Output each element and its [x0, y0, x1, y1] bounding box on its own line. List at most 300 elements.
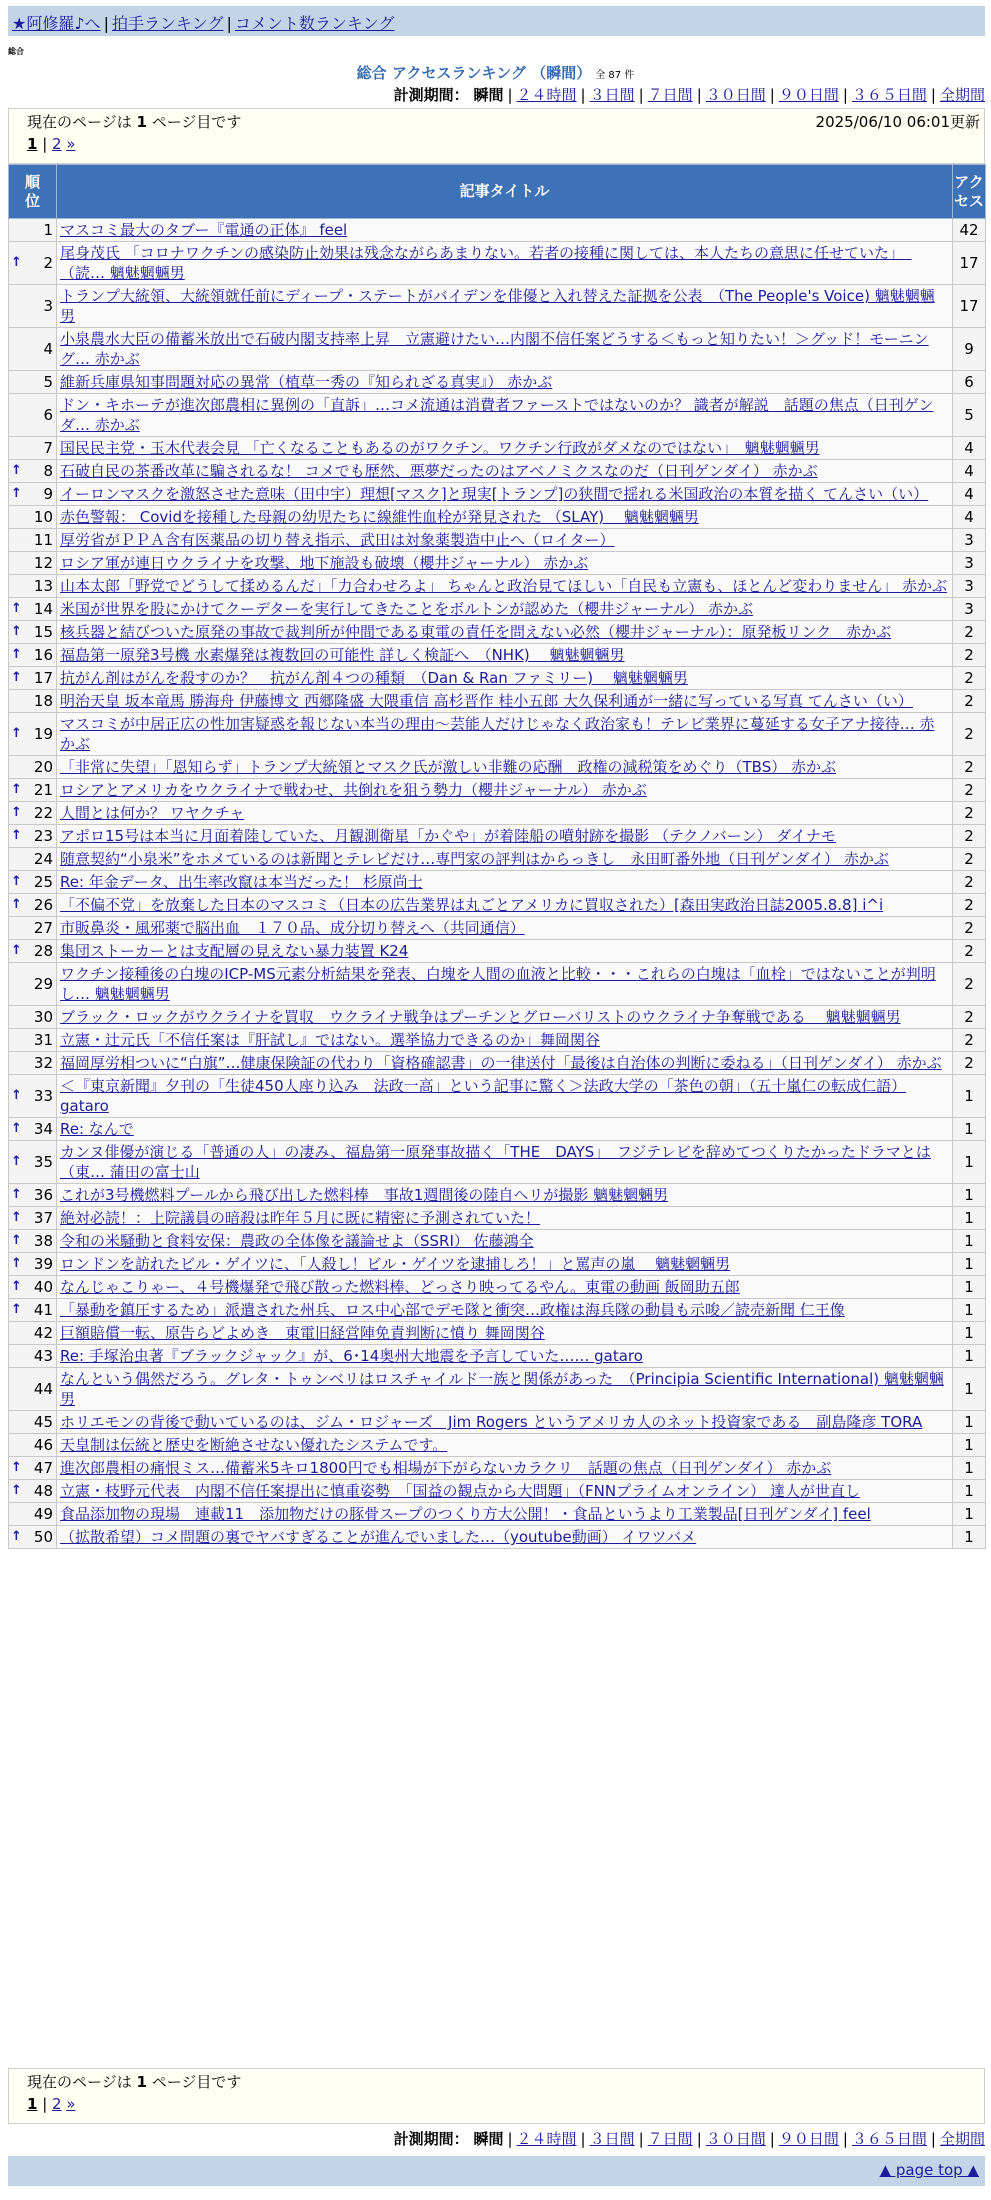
access-count: 2 — [953, 848, 986, 871]
table-row — [9, 219, 986, 242]
title-cell — [57, 371, 953, 394]
rank-cell — [9, 394, 57, 437]
rank-number: 4 — [43, 340, 53, 358]
title-cell — [57, 437, 953, 460]
title-cell — [57, 219, 953, 242]
table-row — [9, 825, 986, 848]
rank-cell — [9, 848, 57, 871]
access-count: 1 — [953, 1253, 986, 1276]
article-title-link[interactable]: 小泉農水大臣の備蓄米放出で石破内閣支持率上昇 立憲避けたい…内閣不信任案どうする＜もっと知りたい！＞グッド！モーニング… 赤かぶ — [60, 330, 929, 368]
article-title-link[interactable]: 厚労省がＰＰＡ含有医薬品の切り替え指示、武田は対象薬製造中止へ（ロイター） — [60, 531, 615, 549]
rank-cell — [9, 371, 57, 394]
rank-cell — [9, 1118, 57, 1141]
article-title-link[interactable]: なんという偶然だろう。グレタ・トゥンベリはロスチャイルド一族と関係があった （Principia Scientific International) 魑魅魍魎男 — [60, 1370, 944, 1408]
access-count: 9 — [953, 328, 986, 371]
rank-number: 9 — [43, 485, 53, 503]
rank-cell — [9, 460, 57, 483]
up-arrow-icon: ↑ — [11, 1279, 22, 1294]
nav-link-asyura[interactable]: ★阿修羅♪へ — [12, 14, 101, 33]
title-cell — [57, 483, 953, 506]
rank-number: 29 — [33, 975, 53, 993]
table-row — [9, 1230, 986, 1253]
article-title-link[interactable]: 明治天皇 坂本竜馬 勝海舟 伊藤博文 西郷隆盛 大隈重信 高杉晋作 桂小五郎 大久保利通が一緒に写っている写真 てんさい（い） — [60, 692, 913, 710]
article-title-link[interactable]: Re: 年金データ、出生率改竄は本当だった！ 杉原尚士 — [60, 873, 423, 891]
rank-number: 17 — [33, 669, 53, 687]
article-title-link[interactable]: 抗がん剤はがんを殺すのか？ 抗がん剤４つの種類 （Dan & Ran ファミリー) 魑魅魍魎男 — [60, 669, 688, 687]
table-row — [9, 802, 986, 825]
article-title-link[interactable]: ドン・キホーテが進次郎農相に異例の「直訴」…コメ流通は消費者ファーストではないのか？ 識者が解説 話題の焦点（日刊ゲンダ… 赤かぶ — [60, 396, 934, 434]
pager-status-post: ページ目です — [151, 113, 242, 131]
rank-cell — [9, 1075, 57, 1118]
title-cell — [57, 575, 953, 598]
period-separator: | — [769, 86, 775, 104]
rank-number: 31 — [33, 1031, 53, 1049]
up-arrow-icon: ↑ — [11, 601, 22, 616]
article-title-link[interactable]: 立憲・辻元氏「不信任案は『肝試し』ではない。選挙協力できるのか」舞岡関谷 — [60, 1031, 601, 1049]
rank-number: 50 — [33, 1528, 53, 1546]
article-title-link[interactable]: 福岡厚労相ついに“白旗”…健康保険証の代わり「資格確認書」の一律送付「最後は自治体の判断に委ねる」（日刊ゲンダイ） 赤かぶ — [60, 1054, 942, 1072]
period-separator: | — [507, 2130, 513, 2148]
rank-number: 24 — [33, 850, 53, 868]
page-link-2[interactable]: 2 — [52, 2095, 62, 2113]
access-count: 2 — [953, 917, 986, 940]
pager-top — [8, 108, 985, 164]
table-row — [9, 940, 986, 963]
article-title-link[interactable]: Re: なんで — [60, 1120, 134, 1138]
period-selector-bottom — [394, 2128, 985, 2149]
title-cell — [57, 394, 953, 437]
up-arrow-icon: ↑ — [11, 1154, 22, 1169]
table-row — [9, 285, 986, 328]
rank-cell — [9, 1207, 57, 1230]
title-cell — [57, 1299, 953, 1322]
article-title-link[interactable]: 福島第一原発3号機 水素爆発は複数回の可能性 詳しく検証へ （NHK) 魑魅魍魎男 — [60, 646, 625, 664]
article-title-link[interactable]: 人間とは何か？ ワヤクチャ — [60, 804, 245, 822]
article-title-link[interactable]: 進次郎農相の痛恨ミス…備蓄米5キロ1800円でも相場が下がらないカラクリ 話題の焦点（日刊ゲンダイ） 赤かぶ — [60, 1459, 832, 1477]
pager-status-pre: 現在のページは — [27, 113, 132, 131]
top-nav-bar — [8, 6, 985, 36]
article-title-link[interactable]: 令和の米騒動と食料安保：農政の全体像を議論せよ（SSRI） 佐藤鴻全 — [60, 1232, 534, 1250]
rank-cell — [9, 1184, 57, 1207]
rank-number: 2 — [43, 254, 53, 272]
page-links: 1 | 2 » — [27, 2095, 76, 2113]
next-page-link[interactable]: » — [66, 2095, 76, 2113]
article-title-link[interactable]: ホリエモンの背後で動いているのは、ジム・ロジャーズ Jim Rogers というアメリカ人のネット投資家である 副島隆彦 TORA — [60, 1413, 923, 1431]
header-access-text: アクセス — [954, 172, 985, 210]
access-count: 1 — [953, 1457, 986, 1480]
ranking-title — [0, 62, 991, 83]
rank-number: 26 — [33, 896, 53, 914]
rank-cell — [9, 219, 57, 242]
access-count: 2 — [953, 644, 986, 667]
access-count: 4 — [953, 483, 986, 506]
title-cell — [57, 1322, 953, 1345]
pager-status-pre: 現在のページは — [27, 2073, 132, 2091]
table-row — [9, 917, 986, 940]
title-cell — [57, 963, 953, 1006]
rank-number: 21 — [33, 781, 53, 799]
access-count: 2 — [953, 779, 986, 802]
title-cell — [57, 1434, 953, 1457]
title-cell — [57, 917, 953, 940]
title-cell — [57, 667, 953, 690]
access-count: 4 — [953, 437, 986, 460]
access-count: 1 — [953, 1322, 986, 1345]
ranking-title-text: 総合 アクセスランキング （瞬間） — [356, 64, 592, 82]
title-cell — [57, 848, 953, 871]
period-label: 計測期間： — [393, 86, 469, 104]
page-link-1[interactable]: 1 — [27, 2095, 38, 2113]
rank-number: 1 — [43, 221, 53, 239]
rank-cell — [9, 963, 57, 1006]
article-title-link[interactable]: 食品添加物の現場 連載11 添加物だけの豚骨スープのつくり方大公開！・食品というより工業製品[日刊ゲンダイ] feel — [60, 1505, 871, 1523]
rank-cell — [9, 328, 57, 371]
title-cell — [57, 825, 953, 848]
article-title-link[interactable]: 「非常に失望」「恩知らず」トランプ大統領とマスク氏が激しい非難の応酬 政権の減税策をめぐり（TBS） 赤かぶ — [60, 758, 836, 776]
period-separator: | — [930, 86, 936, 104]
title-cell — [57, 779, 953, 802]
page-link-2[interactable]: 2 — [52, 135, 62, 153]
rank-cell — [9, 598, 57, 621]
article-title-link[interactable]: 市販鼻炎・風邪薬で脳出血 １７０品、成分切り替えへ（共同通信） — [60, 919, 525, 937]
table-row — [9, 371, 986, 394]
title-cell — [57, 1141, 953, 1184]
table-row — [9, 713, 986, 756]
article-title-link[interactable]: Re: 手塚治虫著『ブラックジャック』が、6･14奥州大地震を予言していた…… gataro — [60, 1347, 643, 1365]
rank-cell — [9, 1345, 57, 1368]
table-row — [9, 1526, 986, 1549]
page-top-link[interactable]: ▲ page top ▲ — [879, 2161, 979, 2179]
title-cell — [57, 506, 953, 529]
table-row — [9, 598, 986, 621]
rank-number: 5 — [43, 373, 53, 391]
article-title-link[interactable]: （拡散希望）コメ問題の裏でヤバすぎることが進んでいました…（youtube動画） イワツバメ — [60, 1528, 697, 1546]
access-count: 17 — [953, 242, 986, 285]
title-cell — [57, 1029, 953, 1052]
up-arrow-icon: ↑ — [11, 1460, 22, 1475]
title-cell — [57, 529, 953, 552]
period-separator: | — [580, 86, 586, 104]
access-count: 3 — [953, 598, 986, 621]
access-count: 2 — [953, 1052, 986, 1075]
header-rank-text: 順位 — [24, 172, 40, 210]
rank-cell — [9, 1457, 57, 1480]
rank-number: 8 — [43, 462, 53, 480]
access-count: 2 — [953, 894, 986, 917]
up-arrow-icon: ↑ — [11, 726, 22, 741]
table-row — [9, 848, 986, 871]
rank-number: 13 — [33, 577, 53, 595]
access-count: 42 — [953, 219, 986, 242]
table-row — [9, 242, 986, 285]
period-separator: | — [580, 2130, 586, 2148]
table-row — [9, 1434, 986, 1457]
period-option-5[interactable]: ９０日間 — [778, 86, 839, 104]
rank-cell — [9, 1411, 57, 1434]
table-row — [9, 667, 986, 690]
up-arrow-icon: ↑ — [11, 897, 22, 912]
title-cell — [57, 1503, 953, 1526]
article-title-link[interactable]: ブラック・ロックがウクライナを買収 ウクライナ戦争はプーチンとグローバリストのウクライナ争奪戦である 魑魅魍魎男 — [60, 1008, 901, 1026]
access-count: 4 — [953, 506, 986, 529]
table-row — [9, 1006, 986, 1029]
table-row — [9, 328, 986, 371]
up-arrow-icon: ↑ — [11, 1210, 22, 1225]
rank-number: 40 — [33, 1278, 53, 1296]
rank-cell — [9, 1253, 57, 1276]
rank-cell — [9, 621, 57, 644]
rank-number: 12 — [33, 554, 53, 572]
rank-number: 49 — [33, 1505, 53, 1523]
rank-number: 45 — [33, 1413, 53, 1431]
access-count: 1 — [953, 1299, 986, 1322]
article-title-link[interactable]: カンヌ俳優が演じる「普通の人」の凄み、福島第一原発事故描く「THE DAYS」 フジテレビを辞めてつくりたかったドラマとは（東… 蒲田の富士山 — [60, 1143, 931, 1181]
rank-cell — [9, 1052, 57, 1075]
period-option-1[interactable]: ２４時間 — [516, 2130, 577, 2148]
nav-link-clap-ranking[interactable]: 拍手ランキング — [111, 14, 224, 33]
rank-number: 15 — [33, 623, 53, 641]
title-cell — [57, 894, 953, 917]
title-cell — [57, 1184, 953, 1207]
rank-number: 47 — [33, 1459, 53, 1477]
article-title-link[interactable]: 赤色警報： Covidを接種した母親の幼児たちに線維性血栓が発見された （SLAY) 魑魅魍魎男 — [60, 508, 699, 526]
table-row — [9, 1207, 986, 1230]
rank-cell — [9, 894, 57, 917]
rank-cell — [9, 644, 57, 667]
access-count: 2 — [953, 1029, 986, 1052]
period-separator: | — [696, 86, 702, 104]
period-option-0: 瞬間 — [473, 86, 504, 104]
period-option-7[interactable]: 全期間 — [939, 86, 985, 104]
rank-cell — [9, 1368, 57, 1411]
rank-cell — [9, 437, 57, 460]
access-count: 1 — [953, 1368, 986, 1411]
up-arrow-icon: ↑ — [11, 874, 22, 889]
rank-cell — [9, 242, 57, 285]
access-count: 2 — [953, 963, 986, 1006]
access-count: 2 — [953, 1006, 986, 1029]
article-title-link[interactable]: 巨額賠償一転、原告らどよめき 東電旧経営陣免責判断に憤り 舞岡関谷 — [60, 1324, 545, 1342]
period-separator: | — [842, 2130, 848, 2148]
rank-number: 46 — [33, 1436, 53, 1454]
access-count: 2 — [953, 667, 986, 690]
rank-number: 3 — [43, 297, 53, 315]
title-cell — [57, 1457, 953, 1480]
access-count: 1 — [953, 1526, 986, 1549]
next-page-link[interactable]: » — [66, 135, 76, 153]
table-row — [9, 552, 986, 575]
table-header-row — [9, 165, 986, 219]
table-row — [9, 1118, 986, 1141]
rank-cell — [9, 1299, 57, 1322]
access-count: 1 — [953, 1276, 986, 1299]
title-cell — [57, 1207, 953, 1230]
title-cell — [57, 1411, 953, 1434]
rank-cell — [9, 1230, 57, 1253]
access-count: 1 — [953, 1434, 986, 1457]
access-count: 1 — [953, 1503, 986, 1526]
article-title-link[interactable]: ロシアとアメリカをウクライナで戦わせ、共倒れを狙う勢力（櫻井ジャーナル） 赤かぶ — [60, 781, 647, 799]
rank-number: 34 — [33, 1120, 53, 1138]
rank-number: 39 — [33, 1255, 53, 1273]
up-arrow-icon: ↑ — [11, 1233, 22, 1248]
article-title-link[interactable]: 国民民主党・玉木代表会見 「亡くなることもあるのがワクチン。ワクチン行政がダメなのではない」 魑魅魍魎男 — [60, 439, 820, 457]
table-row — [9, 894, 986, 917]
article-title-link[interactable]: 石破自民の茶番改革に騙されるな！ コメでも歴然、悪夢だったのはアベノミクスなのだ（日刊ゲンダイ） 赤かぶ — [60, 462, 818, 480]
title-cell — [57, 644, 953, 667]
table-row — [9, 1075, 986, 1118]
access-count: 1 — [953, 1480, 986, 1503]
up-arrow-icon: ↑ — [11, 486, 22, 501]
rank-cell — [9, 1526, 57, 1549]
up-arrow-icon: ↑ — [11, 255, 22, 270]
article-title-link[interactable]: 米国が世界を股にかけてクーデターを実行してきたことをボルトンが認めた（櫻井ジャーナル） 赤かぶ — [60, 600, 753, 618]
title-cell — [57, 621, 953, 644]
access-count: 17 — [953, 285, 986, 328]
up-arrow-icon: ↑ — [11, 1302, 22, 1317]
access-count: 1 — [953, 1141, 986, 1184]
article-title-link[interactable]: ＜『東京新聞』夕刊の「生徒450人座り込み 法政一高」という記事に驚く＞法政大学の「茶色の朝」（五十嵐仁の転成仁語） gataro — [60, 1077, 907, 1115]
rank-cell — [9, 713, 57, 756]
rank-number: 33 — [33, 1087, 53, 1105]
article-title-link[interactable]: 核兵器と結びついた原発の事故で裁判所が仲間である東電の責任を問えない必然（櫻井ジャーナル）：原発板リンク 赤かぶ — [60, 623, 892, 641]
up-arrow-icon: ↑ — [11, 1256, 22, 1271]
access-count: 2 — [953, 825, 986, 848]
table-row — [9, 1276, 986, 1299]
period-option-3[interactable]: ７日間 — [647, 86, 693, 104]
table-row — [9, 1253, 986, 1276]
rank-cell — [9, 1276, 57, 1299]
title-cell — [57, 871, 953, 894]
title-cell — [57, 1253, 953, 1276]
period-selector-top — [394, 84, 985, 105]
article-title-link[interactable]: ロシア軍が連日ウクライナを攻撃、地下施設も破壊（櫻井ジャーナル） 赤かぶ — [60, 554, 589, 572]
rank-number: 38 — [33, 1232, 53, 1250]
nav-link-comment-ranking[interactable]: コメント数ランキング — [234, 14, 395, 33]
footer-bar — [8, 2156, 985, 2186]
access-count: 3 — [953, 575, 986, 598]
article-title-link[interactable]: 山本太郎「野党でどうして揉めるんだ」「力合わせろよ」 ちゃんと政治見てほしい「自民も立憲も、ほとんど変わりません」 赤かぶ — [60, 577, 948, 595]
rank-cell — [9, 667, 57, 690]
access-count: 2 — [953, 621, 986, 644]
period-option-6[interactable]: ３６５日間 — [851, 2130, 927, 2148]
rank-cell — [9, 917, 57, 940]
period-separator: | — [769, 2130, 775, 2148]
rank-number: 6 — [43, 406, 53, 424]
period-option-7[interactable]: 全期間 — [939, 2130, 985, 2148]
article-title-link[interactable]: 絶対必読！：上院議員の暗殺は昨年５月に既に精密に予測されていた！ — [60, 1209, 541, 1227]
header-access — [953, 165, 986, 219]
access-count: 2 — [953, 871, 986, 894]
table-row — [9, 1480, 986, 1503]
table-row — [9, 394, 986, 437]
article-title-link[interactable]: これが3号機燃料プールから飛び出した燃料棒 事故1週間後の陸自ヘリが撮影 魑魅魍魎男 — [60, 1186, 669, 1204]
article-title-link[interactable]: 集団ストーカーとは支配層の見えない暴力装置 K24 — [60, 942, 409, 960]
nav-separator: | — [103, 14, 109, 33]
pager-status-num: 1 — [136, 113, 147, 131]
period-separator: | — [696, 2130, 702, 2148]
article-title-link[interactable]: 随意契約“小泉米”をホメているのは新聞とテレビだけ…専門家の評判はからっきし 永田町番外地（日刊ゲンダイ） 赤かぶ — [60, 850, 889, 868]
updated-time: 2025/06/10 06:01更新 — [815, 113, 980, 131]
period-option-2[interactable]: ３日間 — [589, 86, 635, 104]
access-count: 2 — [953, 940, 986, 963]
table-row — [9, 963, 986, 1006]
period-option-4[interactable]: ３０日間 — [705, 2130, 766, 2148]
title-cell — [57, 1006, 953, 1029]
table-row — [9, 483, 986, 506]
rank-number: 30 — [33, 1008, 53, 1026]
rank-cell — [9, 1006, 57, 1029]
title-cell — [57, 1230, 953, 1253]
access-count: 1 — [953, 1345, 986, 1368]
title-cell — [57, 1480, 953, 1503]
period-option-4[interactable]: ３０日間 — [705, 86, 766, 104]
header-title: 記事タイトル — [57, 165, 953, 219]
rank-cell — [9, 529, 57, 552]
article-title-link[interactable]: 天皇制は伝統と歴史を断絶させない優れたシステムです。 — [60, 1436, 448, 1454]
up-arrow-icon: ↑ — [11, 1121, 22, 1136]
table-row — [9, 437, 986, 460]
title-cell — [57, 1368, 953, 1411]
article-title-link[interactable]: イーロンマスクを激怒させた意味（田中宇）理想[マスク]と現実[トランプ]の狭間で揺れる米国政治の本質を描く てんさい（い） — [60, 485, 929, 503]
period-separator: | — [507, 86, 513, 104]
article-title-link[interactable]: 立憲・枝野元代表 内閣不信任案提出に慎重姿勢 「国益の観点から大問題」（FNNプライムオンライン） 達人が世直し — [60, 1482, 860, 1500]
period-separator: | — [930, 2130, 936, 2148]
access-count: 2 — [953, 690, 986, 713]
title-cell — [57, 1075, 953, 1118]
table-row — [9, 1184, 986, 1207]
period-option-6[interactable]: ３６５日間 — [851, 86, 927, 104]
period-option-1[interactable]: ２４時間 — [516, 86, 577, 104]
rank-cell — [9, 575, 57, 598]
page-link-1[interactable]: 1 — [27, 135, 38, 153]
article-title-link[interactable]: 尾身茂氏 「コロナワクチンの感染防止効果は残念ながらあまりない。若者の接種に関しては、本人たちの意思に任せていた」 （読… 魑魅魍魎男 — [60, 244, 912, 282]
rank-number: 35 — [33, 1153, 53, 1171]
article-title-link[interactable]: マスコミ最大のタブー『電通の正体』 feel — [60, 221, 348, 239]
table-row — [9, 575, 986, 598]
article-title-link[interactable]: 「暴動を鎮圧するため」派遣された州兵、ロス中心部でデモ隊と衝突…政権は海兵隊の動員も示唆／読売新聞 仁王像 — [60, 1301, 845, 1319]
rank-cell — [9, 825, 57, 848]
title-cell — [57, 756, 953, 779]
table-row — [9, 690, 986, 713]
period-separator: | — [842, 86, 848, 104]
article-title-link[interactable]: アポロ15号は本当に月面着陸していた、月観測衛星「かぐや」が着陸船の噴射跡を撮影 （テクノバーン） ダイナモ — [60, 827, 836, 845]
article-title-link[interactable]: 「不偏不党」を放棄した日本のマスコミ（日本の広告業界は丸ごとアメリカに買収された）[森田実政治日誌2005.8.8] i^i — [60, 896, 884, 914]
table-row — [9, 756, 986, 779]
article-title-link[interactable]: マスコミが中居正広の性加害疑惑を報じない本当の理由〜芸能人だけじゃなく政治家も！テレビ業界に蔓延する女子アナ接待… 赤かぶ — [60, 715, 935, 753]
rank-cell — [9, 779, 57, 802]
rank-number: 7 — [43, 439, 53, 457]
title-cell — [57, 1345, 953, 1368]
rank-cell — [9, 1029, 57, 1052]
article-title-link[interactable]: なんじゃこりゃー、４号機爆発で飛び散った燃料棒、どっさり映ってるやん。東電の動画 飯岡助五郎 — [60, 1278, 740, 1296]
table-row — [9, 1141, 986, 1184]
up-arrow-icon: ↑ — [11, 1529, 22, 1544]
table-row — [9, 506, 986, 529]
article-title-link[interactable]: ワクチン接種後の白塊のICP-MS元素分析結果を発表、白塊を人間の血液と比較・・・これらの白塊は「血栓」ではないことが判明し… 魑魅魍魎男 — [60, 965, 936, 1003]
title-cell — [57, 1526, 953, 1549]
article-title-link[interactable]: ロンドンを訪れたビル・ゲイツに、「人殺し！ビル・ゲイツを逮捕しろ！」と罵声の嵐 魑魅魍魎男 — [60, 1255, 731, 1273]
period-option-5[interactable]: ９０日間 — [778, 2130, 839, 2148]
period-option-3[interactable]: ７日間 — [647, 2130, 693, 2148]
title-cell — [57, 802, 953, 825]
article-title-link[interactable]: 維新兵庫県知事問題対応の異常（植草一秀の『知られざる真実』） 赤かぶ — [60, 373, 553, 391]
category-label: 総合 — [8, 47, 24, 56]
title-cell — [57, 940, 953, 963]
rank-number: 48 — [33, 1482, 53, 1500]
period-option-2[interactable]: ３日間 — [589, 2130, 635, 2148]
article-title-link[interactable]: トランプ大統領、大統領就任前にディープ・ステートがバイデンを俳優と入れ替えた証拠を公表 （The People's Voice) 魑魅魍魎男 — [60, 287, 935, 325]
